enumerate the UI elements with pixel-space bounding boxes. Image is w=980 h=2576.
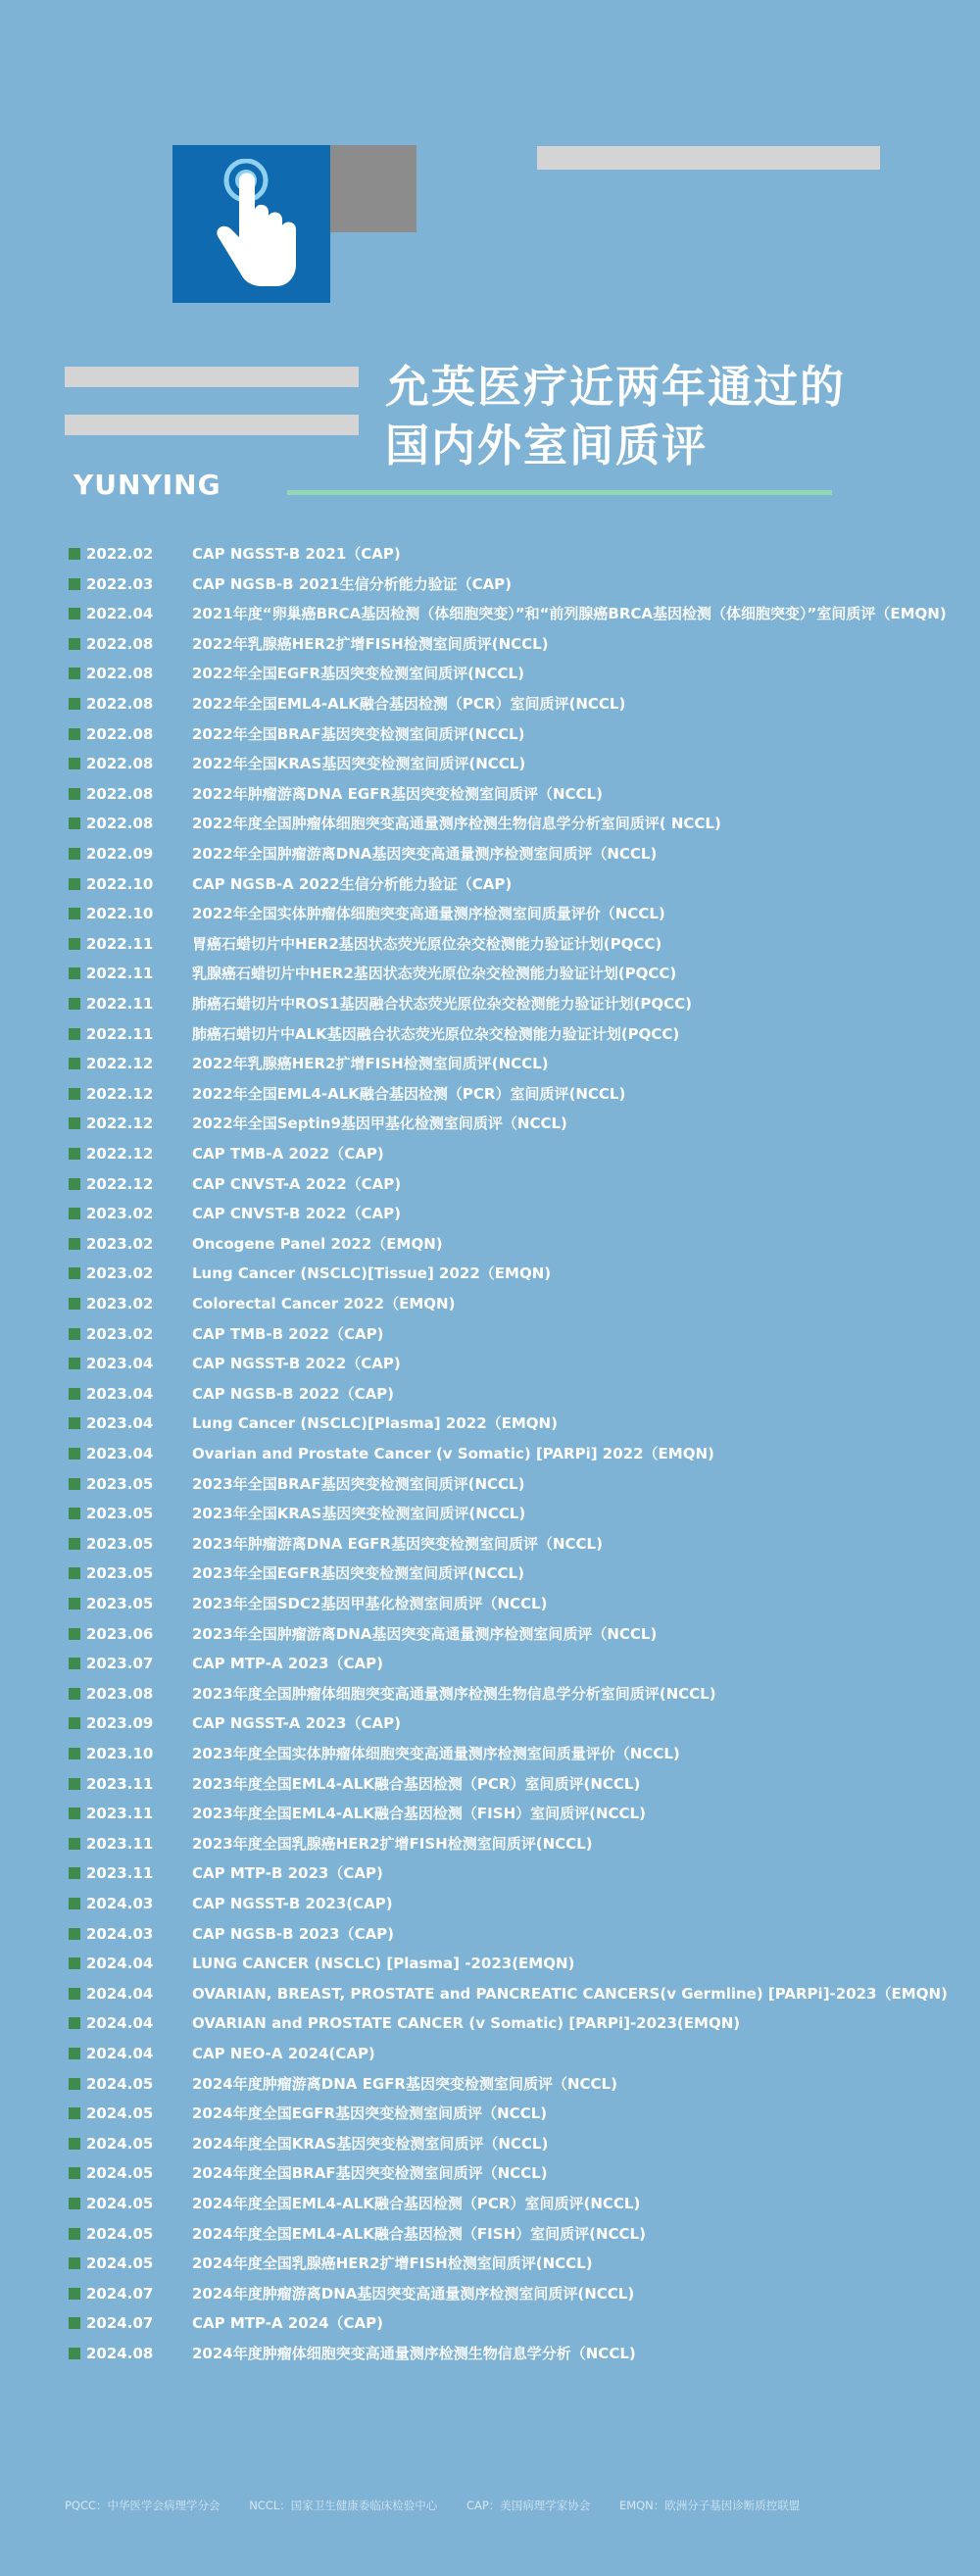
item-date: 2023.02 [86, 1295, 154, 1313]
bullet-icon [69, 608, 80, 619]
list-item [69, 2344, 975, 2363]
item-name: Oncogene Panel 2022（EMQN) [192, 1235, 443, 1253]
item-name: 2023年肿瘤游离DNA EGFR基因突变检测室间质评（NCCL) [192, 1535, 603, 1553]
item-name: 乳腺癌石蜡切片中HER2基因状态荧光原位杂交检测能力验证计划(PQCC) [192, 965, 677, 982]
list-item [69, 2013, 975, 2033]
bullet-icon [69, 1178, 80, 1190]
list-item [69, 1594, 975, 1613]
item-date: 2024.08 [86, 2345, 154, 2362]
item-date: 2024.05 [86, 2075, 154, 2093]
item-name: 2023年全国肿瘤游离DNA基因突变高通量测序检测室间质评（NCCL) [192, 1625, 658, 1643]
list-item [69, 1834, 975, 1854]
item-name: Lung Cancer (NSCLC)[Plasma] 2022（EMQN) [192, 1414, 558, 1432]
item-name: 2024年度全国EML4-ALK融合基因检测（PCR）室间质评(NCCL) [192, 2195, 641, 2212]
item-name: CAP MTP-B 2023（CAP) [192, 1864, 383, 1882]
item-name: 2022年全国肿瘤游离DNA基因突变高通量测序检测室间质评（NCCL) [192, 845, 658, 863]
list-item [69, 1054, 975, 1073]
item-date: 2024.04 [86, 2014, 154, 2032]
bullet-icon [69, 2198, 80, 2209]
item-date: 2022.08 [86, 725, 154, 743]
bullet-icon [69, 1808, 80, 1819]
list-item [69, 1684, 975, 1704]
bullet-icon [69, 848, 80, 860]
list-item [69, 1713, 975, 1733]
item-name: 2024年度全国BRAF基因突变检测室间质评（NCCL) [192, 2164, 548, 2182]
item-name: OVARIAN, BREAST, PROSTATE and PANCREATIC CANCERS(v Germline) [PARPi]-2023（EMQN) [192, 1985, 948, 2003]
list-item [69, 2163, 975, 2183]
bullet-icon [69, 1328, 80, 1340]
item-name: 肺癌石蜡切片中ALK基因融合状态荧光原位杂交检测能力验证计划(PQCC) [192, 1025, 680, 1043]
bullet-icon [69, 548, 80, 560]
item-date: 2024.05 [86, 2164, 154, 2182]
item-name: CAP CNVST-B 2022（CAP) [192, 1205, 401, 1222]
list-item [69, 1174, 975, 1194]
item-name: CAP NGSST-A 2023（CAP) [192, 1714, 401, 1732]
bullet-icon [69, 1717, 80, 1729]
bullet-icon [69, 2107, 80, 2119]
list-item [69, 2134, 975, 2154]
item-name: CAP MTP-A 2023（CAP) [192, 1655, 383, 1672]
item-name: CAP NGSB-B 2022（CAP) [192, 1385, 395, 1403]
bullet-icon [69, 1148, 80, 1160]
list-item [69, 2104, 975, 2123]
footer-nccl: NCCL：国家卫生健康委临床检验中心 [249, 2499, 438, 2512]
item-date: 2024.04 [86, 2045, 154, 2062]
list-item [69, 1384, 975, 1404]
list-item [69, 844, 975, 864]
list-item [69, 1294, 975, 1313]
item-date: 2022.11 [86, 995, 154, 1013]
list-item [69, 1204, 975, 1223]
item-date: 2022.10 [86, 905, 154, 922]
item-name: 2024年度肿瘤游离DNA EGFR基因突变检测室间质评（NCCL) [192, 2075, 617, 2093]
item-name: CAP TMB-B 2022（CAP) [192, 1325, 384, 1343]
item-name: 2022年全国EGFR基因突变检测室间质评(NCCL) [192, 665, 524, 682]
item-name: 2023年度全国乳腺癌HER2扩增FISH检测室间质评(NCCL) [192, 1835, 593, 1853]
bullet-icon [69, 1358, 80, 1369]
item-date: 2022.08 [86, 635, 154, 653]
bullet-icon [69, 788, 80, 800]
item-date: 2023.02 [86, 1235, 154, 1253]
item-name: 2024年度肿瘤体细胞突变高通量测序检测生物信息学分析（NCCL) [192, 2345, 636, 2362]
item-date: 2024.04 [86, 1985, 154, 2003]
item-date: 2024.03 [86, 1895, 154, 1912]
item-name: CAP MTP-A 2024（CAP) [192, 2314, 383, 2332]
item-date: 2023.02 [86, 1205, 154, 1222]
list-item [69, 2194, 975, 2213]
bullet-icon [69, 2078, 80, 2090]
item-date: 2022.04 [86, 605, 154, 622]
item-date: 2022.08 [86, 695, 154, 713]
list-item [69, 934, 975, 954]
footer-cap: CAP：美国病理学家协会 [466, 2499, 591, 2512]
item-name: 2024年度肿瘤游离DNA基因突变高通量测序检测室间质评(NCCL) [192, 2285, 635, 2303]
item-date: 2023.11 [86, 1805, 154, 1822]
item-date: 2023.11 [86, 1864, 154, 1882]
bullet-icon [69, 1478, 80, 1490]
item-date: 2023.05 [86, 1475, 154, 1493]
item-date: 2023.04 [86, 1414, 154, 1432]
bullet-icon [69, 817, 80, 829]
bullet-icon [69, 938, 80, 950]
item-name: Ovarian and Prostate Cancer (v Somatic) [PARPi] 2022（EMQN) [192, 1445, 714, 1462]
list-item [69, 1144, 975, 1164]
list-item [69, 2074, 975, 2094]
item-name: LUNG CANCER (NSCLC) [Plasma] -2023(EMQN) [192, 1955, 575, 1972]
list-item [69, 1354, 975, 1373]
item-name: 2021年度“卵巢癌BRCA基因检测（体细胞突变）”和“前列腺癌BRCA基因检测（体细胞突变）”室间质评（EMQN) [192, 605, 947, 622]
list-item [69, 544, 975, 564]
item-name: 2022年全国实体肿瘤体细胞突变高通量测序检测室间质量评价（NCCL) [192, 905, 665, 922]
bullet-icon [69, 1417, 80, 1429]
list-item [69, 904, 975, 923]
item-date: 2023.02 [86, 1325, 154, 1343]
list-item [69, 1924, 975, 1944]
list-item [69, 1474, 975, 1494]
item-date: 2023.04 [86, 1445, 154, 1462]
list-item [69, 634, 975, 654]
item-date: 2023.11 [86, 1775, 154, 1793]
item-name: OVARIAN and PROSTATE CANCER (v Somatic) [PARPi]-2023(EMQN) [192, 2014, 741, 2032]
item-name: Colorectal Cancer 2022（EMQN) [192, 1295, 456, 1313]
item-date: 2022.08 [86, 815, 154, 832]
bullet-icon [69, 1388, 80, 1400]
item-date: 2024.05 [86, 2225, 154, 2243]
bullet-icon [69, 967, 80, 979]
footer-pqcc: PQCC：中华医学会病理学分会 [65, 2499, 220, 2512]
bullet-icon [69, 998, 80, 1010]
list-item [69, 1654, 975, 1673]
bullet-icon [69, 1058, 80, 1069]
item-date: 2023.05 [86, 1535, 154, 1553]
bullet-icon [69, 1298, 80, 1310]
bullet-icon [69, 638, 80, 650]
item-date: 2024.05 [86, 2254, 154, 2272]
list-item [69, 2254, 975, 2273]
bullet-icon [69, 2017, 80, 2029]
list-item [69, 1504, 975, 1523]
bullet-icon [69, 1928, 80, 1940]
item-date: 2022.11 [86, 965, 154, 982]
item-name: CAP NGSST-B 2022（CAP) [192, 1355, 401, 1372]
item-name: 2022年全国BRAF基因突变检测室间质评(NCCL) [192, 725, 525, 743]
list-item [69, 574, 975, 594]
list-item [69, 724, 975, 744]
item-name: 2023年度全国EML4-ALK融合基因检测（FISH）室间质评(NCCL) [192, 1805, 646, 1822]
list-item [69, 664, 975, 683]
item-name: 2023年度全国EML4-ALK融合基因检测（PCR）室间质评(NCCL) [192, 1775, 641, 1793]
list-item [69, 1114, 975, 1133]
item-date: 2022.08 [86, 755, 154, 772]
item-name: 2023年全国SDC2基因甲基化检测室间质评（NCCL) [192, 1595, 548, 1612]
item-name: 2024年度全国EGFR基因突变检测室间质评（NCCL) [192, 2105, 548, 2122]
item-date: 2022.09 [86, 845, 154, 863]
list-item [69, 1894, 975, 1913]
item-name: CAP NGSST-B 2021（CAP) [192, 545, 401, 563]
item-date: 2022.10 [86, 875, 154, 893]
item-name: CAP TMB-A 2022（CAP) [192, 1145, 384, 1163]
item-date: 2023.05 [86, 1595, 154, 1612]
item-name: 2023年全国BRAF基因突变检测室间质评(NCCL) [192, 1475, 525, 1493]
bullet-icon [69, 728, 80, 740]
item-name: 2022年全国EML4-ALK融合基因检测（PCR）室间质评(NCCL) [192, 695, 626, 713]
item-name: Lung Cancer (NSCLC)[Tissue] 2022（EMQN) [192, 1264, 552, 1282]
bullet-icon [69, 668, 80, 679]
bullet-icon [69, 1088, 80, 1100]
bullet-icon [69, 878, 80, 890]
bullet-icon [69, 908, 80, 919]
item-date: 2024.05 [86, 2195, 154, 2212]
bullet-icon [69, 1028, 80, 1040]
bullet-icon [69, 1267, 80, 1279]
item-name: 肺癌石蜡切片中ROS1基因融合状态荧光原位杂交检测能力验证计划(PQCC) [192, 995, 693, 1013]
item-date: 2023.05 [86, 1564, 154, 1582]
item-name: 2022年全国KRAS基因突变检测室间质评(NCCL) [192, 755, 526, 772]
list-item [69, 2313, 975, 2333]
item-date: 2024.05 [86, 2105, 154, 2122]
item-name: 2022年全国Septin9基因甲基化检测室间质评（NCCL) [192, 1115, 567, 1132]
item-date: 2024.04 [86, 1955, 154, 1972]
list-item [69, 1234, 975, 1254]
list-item [69, 874, 975, 894]
bullet-icon [69, 578, 80, 590]
bullet-icon [69, 2317, 80, 2329]
list-item [69, 1984, 975, 2004]
bullet-icon [69, 1957, 80, 1969]
list-item [69, 1563, 975, 1583]
item-name: 2024年度全国EML4-ALK融合基因检测（FISH）室间质评(NCCL) [192, 2225, 646, 2243]
item-date: 2024.07 [86, 2314, 154, 2332]
item-date: 2023.08 [86, 1685, 154, 1703]
bullet-icon [69, 1748, 80, 1759]
bullet-icon [69, 698, 80, 710]
list-item [69, 2044, 975, 2063]
item-name: 2022年乳腺癌HER2扩增FISH检测室间质评(NCCL) [192, 635, 549, 653]
list-item [69, 1804, 975, 1823]
bullet-icon [69, 1898, 80, 1909]
list-item [69, 1084, 975, 1104]
list-item [69, 2284, 975, 2304]
bullet-icon [69, 1688, 80, 1700]
bullet-icon [69, 1567, 80, 1579]
item-date: 2023.09 [86, 1714, 154, 1732]
item-name: 2023年度全国肿瘤体细胞突变高通量测序检测生物信息学分析室间质评(NCCL) [192, 1685, 716, 1703]
bullet-icon [69, 1508, 80, 1519]
list-item [69, 1774, 975, 1794]
item-date: 2023.10 [86, 1745, 154, 1762]
bullet-icon [69, 2048, 80, 2059]
item-date: 2022.02 [86, 545, 154, 563]
bullet-icon [69, 1117, 80, 1129]
list-item [69, 694, 975, 714]
item-date: 2022.12 [86, 1115, 154, 1132]
list-item [69, 1413, 975, 1433]
item-date: 2024.05 [86, 2135, 154, 2153]
item-name: 2022年度全国肿瘤体细胞突变高通量测序检测生物信息学分析室间质评( NCCL) [192, 815, 721, 832]
list-item [69, 1263, 975, 1283]
list-item [69, 2224, 975, 2244]
item-date: 2022.12 [86, 1175, 154, 1193]
item-name: 2023年度全国实体肿瘤体细胞突变高通量测序检测室间质量评价（NCCL) [192, 1745, 680, 1762]
item-name: 2024年度全国KRAS基因突变检测室间质评（NCCL) [192, 2135, 549, 2153]
bullet-icon [69, 1838, 80, 1850]
item-date: 2023.11 [86, 1835, 154, 1853]
bullet-icon [69, 1208, 80, 1219]
bullet-icon [69, 2257, 80, 2269]
item-date: 2022.12 [86, 1145, 154, 1163]
bullet-icon [69, 2288, 80, 2300]
item-name: 2022年肿瘤游离DNA EGFR基因突变检测室间质评（NCCL) [192, 785, 603, 803]
bullet-icon [69, 1628, 80, 1640]
item-name: 2022年全国EML4-ALK融合基因检测（PCR）室间质评(NCCL) [192, 1085, 626, 1103]
list-item [69, 1024, 975, 1044]
brand-name: YUNYING [74, 469, 221, 501]
item-name: 2022年乳腺癌HER2扩增FISH检测室间质评(NCCL) [192, 1055, 549, 1072]
bullet-icon [69, 2228, 80, 2240]
item-name: CAP NGSST-B 2023(CAP) [192, 1895, 393, 1912]
list-item [69, 604, 975, 623]
bullet-icon [69, 1448, 80, 1460]
item-name: CAP NEO-A 2024(CAP) [192, 2045, 375, 2062]
item-name: 胃癌石蜡切片中HER2基因状态荧光原位杂交检测能力验证计划(PQCC) [192, 935, 662, 953]
item-name: 2023年全国KRAS基因突变检测室间质评(NCCL) [192, 1505, 526, 1522]
item-date: 2023.04 [86, 1355, 154, 1372]
list-item [69, 784, 975, 804]
bullet-icon [69, 2138, 80, 2150]
item-date: 2022.03 [86, 575, 154, 593]
list-item [69, 1324, 975, 1344]
bullet-icon [69, 1538, 80, 1550]
list-item [69, 1863, 975, 1883]
list-item [69, 1954, 975, 1973]
item-date: 2022.12 [86, 1085, 154, 1103]
item-date: 2024.07 [86, 2285, 154, 2303]
item-date: 2022.12 [86, 1055, 154, 1072]
item-date: 2023.04 [86, 1385, 154, 1403]
item-name: CAP CNVST-A 2022（CAP) [192, 1175, 402, 1193]
item-name: 2024年度全国乳腺癌HER2扩增FISH检测室间质评(NCCL) [192, 2254, 593, 2272]
item-date: 2022.08 [86, 665, 154, 682]
footer-legend [65, 2498, 825, 2513]
bullet-icon [69, 2348, 80, 2359]
bullet-icon [69, 758, 80, 769]
footer-emqn: EMQN：欧洲分子基因诊断质控联盟 [618, 2499, 801, 2512]
item-date: 2022.08 [86, 785, 154, 803]
item-date: 2023.02 [86, 1264, 154, 1282]
list-item [69, 964, 975, 983]
item-name: 2023年全国EGFR基因突变检测室间质评(NCCL) [192, 1564, 524, 1582]
bullet-icon [69, 1778, 80, 1790]
item-date: 2023.07 [86, 1655, 154, 1672]
item-date: 2023.05 [86, 1505, 154, 1522]
item-name: CAP NGSB-B 2021生信分析能力验证（CAP) [192, 575, 513, 593]
list-item [69, 754, 975, 773]
bullet-icon [69, 2167, 80, 2179]
item-date: 2023.06 [86, 1625, 154, 1643]
bullet-icon [69, 1988, 80, 2000]
list-item [69, 994, 975, 1014]
bullet-icon [69, 1598, 80, 1610]
bullet-icon [69, 1867, 80, 1879]
list-item [69, 1744, 975, 1763]
page-subtitle: 国内外室间质评 [385, 420, 709, 471]
item-name: CAP NGSB-A 2022生信分析能力验证（CAP) [192, 875, 513, 893]
list-item [69, 814, 975, 833]
list-item [69, 1534, 975, 1554]
item-date: 2024.03 [86, 1925, 154, 1943]
list-item [69, 1624, 975, 1644]
bullet-icon [69, 1658, 80, 1669]
item-date: 2022.11 [86, 935, 154, 953]
page-title: 允英医疗近两年通过的 [385, 361, 847, 413]
item-date: 2022.11 [86, 1025, 154, 1043]
bullet-icon [69, 1238, 80, 1250]
list-item [69, 1444, 975, 1463]
item-name: CAP NGSB-B 2023（CAP) [192, 1925, 395, 1943]
